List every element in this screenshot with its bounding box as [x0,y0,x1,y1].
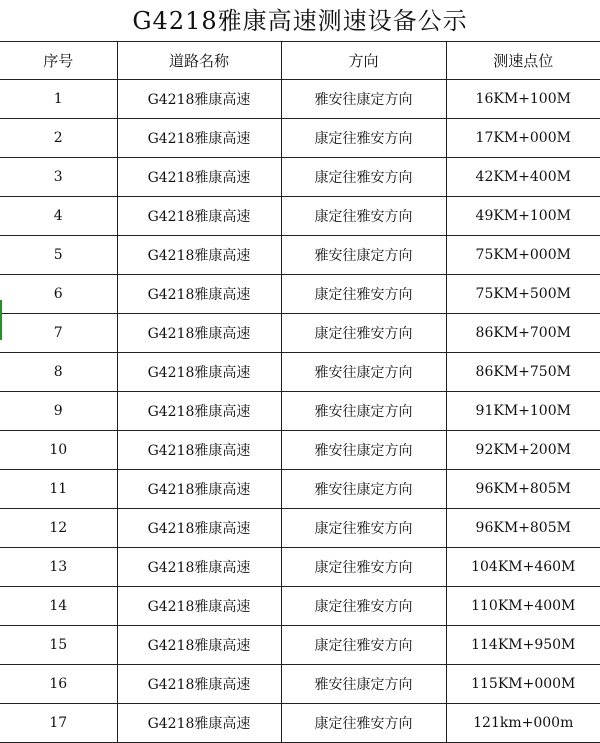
table-row [0,80,600,119]
cell-direction: 雅安往康定方向 [281,353,446,392]
table-row [0,353,600,392]
table-row [0,197,600,236]
cell-serial: 3 [0,158,117,197]
cell-point: 17KM+000M [446,119,600,158]
cell-serial: 10 [0,431,117,470]
table-row [0,236,600,275]
cell-road: G4218雅康高速 [117,158,281,197]
column-header-point: 测速点位 [446,42,600,80]
cell-point: 96KM+805M [446,470,600,509]
cell-road: G4218雅康高速 [117,626,281,665]
table-header [0,42,600,80]
cell-direction: 康定往雅安方向 [281,548,446,587]
cell-road: G4218雅康高速 [117,236,281,275]
cell-road: G4218雅康高速 [117,119,281,158]
cell-point: 104KM+460M [446,548,600,587]
cell-serial: 15 [0,626,117,665]
table-row [0,431,600,470]
table-row [0,548,600,587]
cell-direction: 康定往雅安方向 [281,197,446,236]
table-row [0,704,600,743]
cell-direction: 雅安往康定方向 [281,236,446,275]
header-row [0,42,600,80]
cell-direction: 雅安往康定方向 [281,665,446,704]
cell-direction: 雅安往康定方向 [281,80,446,119]
cell-serial: 13 [0,548,117,587]
cell-point: 42KM+400M [446,158,600,197]
speed-camera-table [0,42,600,743]
cell-road: G4218雅康高速 [117,704,281,743]
cell-direction: 雅安往康定方向 [281,392,446,431]
column-header-serial: 序号 [0,42,117,80]
cell-direction: 康定往雅安方向 [281,704,446,743]
cell-direction: 康定往雅安方向 [281,275,446,314]
cell-point: 114KM+950M [446,626,600,665]
cell-serial: 7 [0,314,117,353]
cell-road: G4218雅康高速 [117,548,281,587]
table-body [0,80,600,743]
cell-serial: 2 [0,119,117,158]
cell-point: 92KM+200M [446,431,600,470]
cell-road: G4218雅康高速 [117,197,281,236]
cell-direction: 康定往雅安方向 [281,158,446,197]
cell-point: 96KM+805M [446,509,600,548]
table-row [0,119,600,158]
cell-road: G4218雅康高速 [117,392,281,431]
cell-serial: 4 [0,197,117,236]
cell-point: 86KM+700M [446,314,600,353]
cell-direction: 雅安往康定方向 [281,431,446,470]
cell-point: 75KM+500M [446,275,600,314]
cell-direction: 康定往雅安方向 [281,119,446,158]
cell-road: G4218雅康高速 [117,470,281,509]
cell-serial: 6 [0,275,117,314]
cell-point: 91KM+100M [446,392,600,431]
cell-direction: 雅安往康定方向 [281,470,446,509]
table-row [0,587,600,626]
cell-direction: 康定往雅安方向 [281,587,446,626]
page-title: G4218雅康高速测速设备公示 [0,0,600,42]
cell-direction: 康定往雅安方向 [281,314,446,353]
cell-point: 86KM+750M [446,353,600,392]
cell-serial: 12 [0,509,117,548]
cell-road: G4218雅康高速 [117,431,281,470]
cell-direction: 康定往雅安方向 [281,626,446,665]
table-row [0,626,600,665]
cell-road: G4218雅康高速 [117,275,281,314]
cell-point: 121km+000m [446,704,600,743]
table-row [0,665,600,704]
cell-road: G4218雅康高速 [117,509,281,548]
table-row [0,275,600,314]
cell-point: 49KM+100M [446,197,600,236]
cell-point: 115KM+000M [446,665,600,704]
table-row [0,470,600,509]
cell-serial: 5 [0,236,117,275]
column-header-road: 道路名称 [117,42,281,80]
cell-serial: 16 [0,665,117,704]
cell-serial: 8 [0,353,117,392]
cell-serial: 1 [0,80,117,119]
cell-road: G4218雅康高速 [117,665,281,704]
column-header-direction: 方向 [281,42,446,80]
cell-point: 110KM+400M [446,587,600,626]
cell-point: 75KM+000M [446,236,600,275]
table-row [0,392,600,431]
cell-road: G4218雅康高速 [117,587,281,626]
table-row [0,314,600,353]
cell-serial: 14 [0,587,117,626]
cell-point: 16KM+100M [446,80,600,119]
table-row [0,158,600,197]
table-row [0,509,600,548]
cell-road: G4218雅康高速 [117,353,281,392]
cell-direction: 康定往雅安方向 [281,509,446,548]
cell-selection-marker [0,300,2,340]
cell-road: G4218雅康高速 [117,314,281,353]
cell-serial: 17 [0,704,117,743]
cell-serial: 9 [0,392,117,431]
cell-road: G4218雅康高速 [117,80,281,119]
cell-serial: 11 [0,470,117,509]
